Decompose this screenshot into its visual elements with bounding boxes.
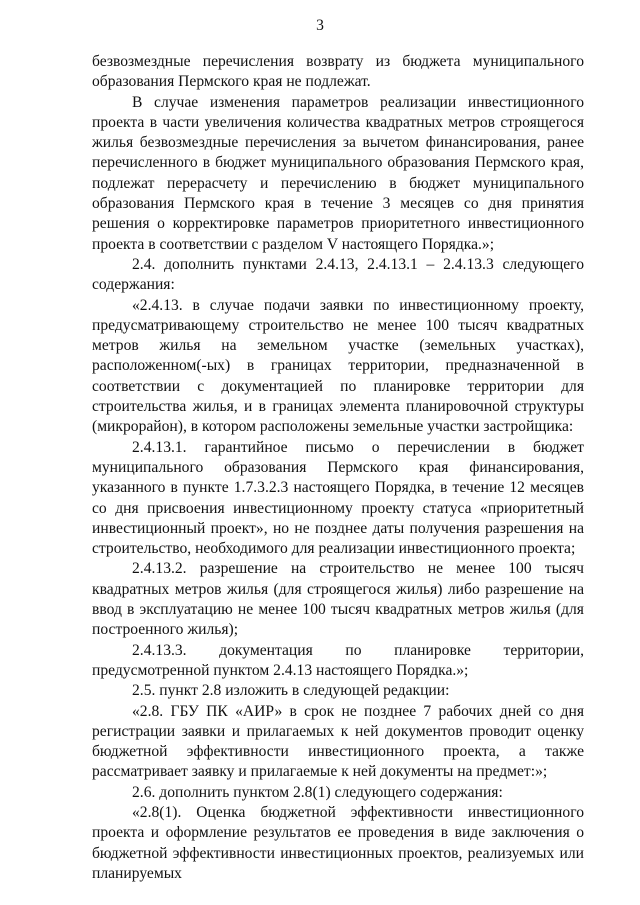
page-number: 3	[316, 17, 324, 34]
paragraph-9: «2.8. ГБУ ПК «АИР» в срок не позднее 7 рабочих дней со дня регистрации заявки и прилагаемых к ней документов проводит оценку бюджетной эффективности инвестиционного проекта, а также рассматривает заявку и прилагаемые к ней документы на предмет:»;	[92, 702, 584, 781]
paragraph-2: В случае изменения параметров реализации инвестиционного проекта в части увеличения количества квадратных метров строящегося жилья безвозмездные перечисления за вычетом финансирования, ранее перечисленного в бюджет муниципального образования Пермского края, подлежат перерасчету и перечислению в бюджет муниципального образования Пермского края в течение 3 месяцев со дня принятия решения о корректировке параметров приоритетного инвестиционного проекта в соответствии с разделом V настоящего Порядка.»;	[92, 93, 584, 253]
paragraph-5: 2.4.13.1. гарантийное письмо о перечислении в бюджет муниципального образования Пермского края финансирования, указанного в пункте 1.7.3.2.3 настоящего Порядка, в течение 12 месяцев со дня присвоения инвестиционному проекту статуса «приоритетный инвестиционный проект», но не позднее даты получения разрешения на строительство, необходимого для реализации инвестиционного проекта;	[92, 438, 584, 558]
paragraph-3: 2.4. дополнить пунктами 2.4.13, 2.4.13.1 – 2.4.13.3 следующего содержания:	[92, 255, 584, 294]
document-body	[92, 52, 584, 884]
paragraph-8: 2.5. пункт 2.8 изложить в следующей редакции:	[132, 682, 450, 700]
paragraph-7: 2.4.13.3. документация по планировке территории, предусмотренной пунктом 2.4.13 настоящего Порядка.»;	[92, 641, 584, 679]
paragraph-10: 2.6. дополнить пунктом 2.8(1) следующего содержания:	[132, 783, 503, 801]
paragraph-6: 2.4.13.2. разрешение на строительство не менее 100 тысяч квадратных метров жилья (для строящегося жилья) либо разрешение на ввод в эксплуатацию не менее 100 тысяч квадратных метров жилья (для построенного жилья);	[92, 560, 584, 639]
paragraph-11: «2.8(1). Оценка бюджетной эффективности инвестиционного проекта и оформление результатов ее проведения в виде заключения о бюджетной эффективности инвестиционных проектов, реализуемых или планируемых	[92, 803, 584, 882]
paragraph-1: безвозмездные перечисления возврату из бюджета муниципального образования Пермского края не подлежат.	[92, 53, 584, 91]
paragraph-4: «2.4.13. в случае подачи заявки по инвестиционному проекту, предусматривающему строительство не менее 100 тысяч квадратных метров жилья на земельном участке (земельных участках), расположенном(-ых) в границах территории, предназначенной в соответствии с документацией по планировке территории для строительства жилья, и в границах элемента планировочной структуры (микрорайон), в котором расположены земельные участки застройщика:	[92, 296, 584, 436]
